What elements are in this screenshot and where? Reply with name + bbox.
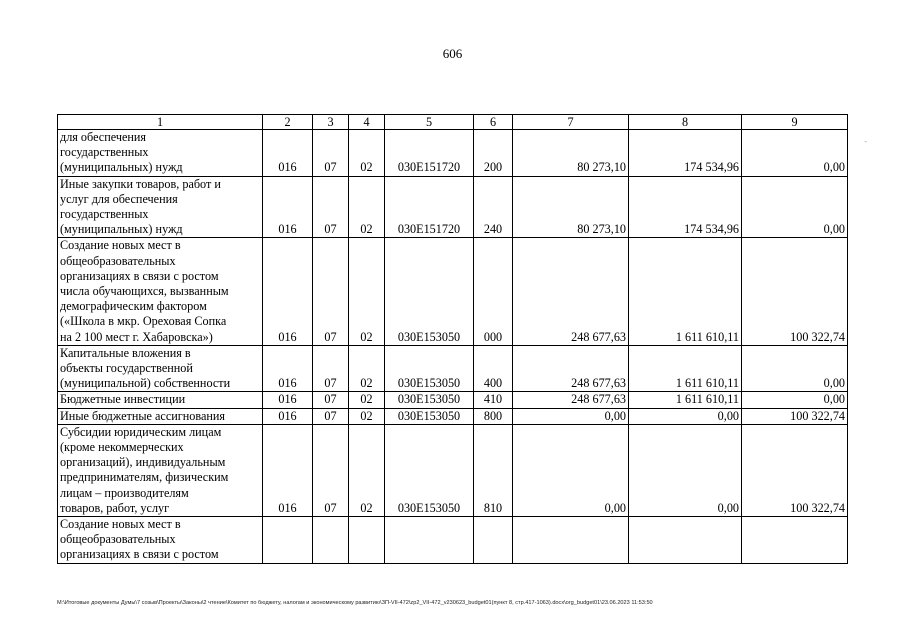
budget-table (57, 114, 848, 564)
row-value-cell: 0,00 (513, 408, 629, 424)
row-value-cell: 1 611 610,11 (629, 345, 742, 392)
row-value-cell: 07 (313, 345, 349, 392)
row-value-cell: 02 (349, 238, 385, 345)
row-value-cell: 07 (313, 130, 349, 177)
row-value-cell: 016 (263, 130, 313, 177)
row-value-cell (313, 517, 349, 564)
row-value-cell: 0,00 (742, 130, 848, 177)
row-value-cell: 02 (349, 176, 385, 238)
row-name-cell: Создание новых мест в общеобразовательных организациях в связи с ростом числа обучающихся, вызванным демографическим фактором («Школа в мкр. Ореховая Сопка на 2 100 мест г. Хабаровска») (58, 238, 263, 345)
table-row (58, 408, 848, 424)
row-value-cell: 016 (263, 408, 313, 424)
row-value-cell: 030Е153050 (385, 408, 474, 424)
column-header: 4 (349, 115, 385, 130)
row-value-cell: 240 (474, 176, 513, 238)
row-value-cell: 0,00 (629, 424, 742, 516)
row-value-cell: 02 (349, 345, 385, 392)
row-name-cell: для обеспечения государственных (муниципальных) нужд (58, 130, 263, 177)
row-value-cell (385, 517, 474, 564)
row-value-cell (263, 517, 313, 564)
column-header: 6 (474, 115, 513, 130)
row-value-cell: 030Е153050 (385, 345, 474, 392)
table-row (58, 392, 848, 408)
row-value-cell: 410 (474, 392, 513, 408)
column-header: 1 (58, 115, 263, 130)
row-value-cell: 030Е153050 (385, 238, 474, 345)
row-value-cell: 400 (474, 345, 513, 392)
column-header: 8 (629, 115, 742, 130)
row-value-cell: 80 273,10 (513, 130, 629, 177)
row-name-cell: Создание новых мест в общеобразовательных организациях в связи с ростом (58, 517, 263, 564)
row-value-cell: 07 (313, 176, 349, 238)
column-header: 5 (385, 115, 474, 130)
row-value-cell: 016 (263, 176, 313, 238)
row-value-cell: 016 (263, 345, 313, 392)
row-name-cell: Бюджетные инвестиции (58, 392, 263, 408)
page-number: 606 (442, 46, 463, 61)
row-value-cell: 016 (263, 424, 313, 516)
table-row (58, 130, 848, 177)
row-name-cell: Субсидии юридическим лицам (кроме некоммерческих организаций), индивидуальным предпринимателям, физическим лицам – производителям товаров, работ, услуг (58, 424, 263, 516)
row-value-cell: 174 534,96 (629, 130, 742, 177)
row-value-cell (513, 517, 629, 564)
row-value-cell: 016 (263, 238, 313, 345)
margin-mark: - (864, 137, 867, 146)
row-value-cell: 100 322,74 (742, 424, 848, 516)
row-name-cell: Иные бюджетные ассигнования (58, 408, 263, 424)
row-value-cell (629, 517, 742, 564)
row-value-cell: 02 (349, 130, 385, 177)
row-value-cell: 800 (474, 408, 513, 424)
table-row (58, 345, 848, 392)
row-value-cell: 000 (474, 238, 513, 345)
row-value-cell: 0,00 (742, 345, 848, 392)
row-value-cell: 200 (474, 130, 513, 177)
row-value-cell (349, 517, 385, 564)
column-header: 2 (263, 115, 313, 130)
table-row (58, 517, 848, 564)
row-name-cell: Иные закупки товаров, работ и услуг для обеспечения государственных (муниципальных) нужд (58, 176, 263, 238)
row-value-cell: 016 (263, 392, 313, 408)
row-value-cell (474, 517, 513, 564)
column-header: 9 (742, 115, 848, 130)
table-row (58, 176, 848, 238)
row-value-cell: 248 677,63 (513, 238, 629, 345)
row-value-cell: 810 (474, 424, 513, 516)
row-value-cell: 1 611 610,11 (629, 238, 742, 345)
row-value-cell: 174 534,96 (629, 176, 742, 238)
table-row (58, 424, 848, 516)
row-value-cell: 030Е151720 (385, 130, 474, 177)
row-value-cell: 030Е153050 (385, 392, 474, 408)
row-value-cell: 248 677,63 (513, 392, 629, 408)
column-header: 7 (513, 115, 629, 130)
row-value-cell: 0,00 (742, 176, 848, 238)
row-value-cell: 02 (349, 424, 385, 516)
file-path-footer: M:\Итоговые документы Думы\7 созыв\Проекты\Законы\2 чтение\Комитет по бюджету, налогам и экономическому развитию\ЗП-VII-472\zp2_VII-472_v230623_budget01(пункт 8, стр.417-1063).docx\org_budget01\23.06.2023 11:53:50 (57, 600, 653, 606)
header-row (58, 115, 848, 130)
row-value-cell: 0,00 (513, 424, 629, 516)
row-value-cell: 07 (313, 424, 349, 516)
row-value-cell: 100 322,74 (742, 408, 848, 424)
row-name-cell: Капитальные вложения в объекты государственной (муниципальной) собственности (58, 345, 263, 392)
row-value-cell: 0,00 (742, 392, 848, 408)
row-value-cell: 0,00 (629, 408, 742, 424)
row-value-cell: 07 (313, 408, 349, 424)
row-value-cell: 07 (313, 392, 349, 408)
row-value-cell: 02 (349, 408, 385, 424)
row-value-cell: 248 677,63 (513, 345, 629, 392)
table-row (58, 238, 848, 345)
column-header: 3 (313, 115, 349, 130)
row-value-cell: 100 322,74 (742, 238, 848, 345)
row-value-cell: 02 (349, 392, 385, 408)
row-value-cell: 030Е151720 (385, 176, 474, 238)
row-value-cell (742, 517, 848, 564)
row-value-cell: 07 (313, 238, 349, 345)
row-value-cell: 030Е153050 (385, 424, 474, 516)
row-value-cell: 80 273,10 (513, 176, 629, 238)
row-value-cell: 1 611 610,11 (629, 392, 742, 408)
